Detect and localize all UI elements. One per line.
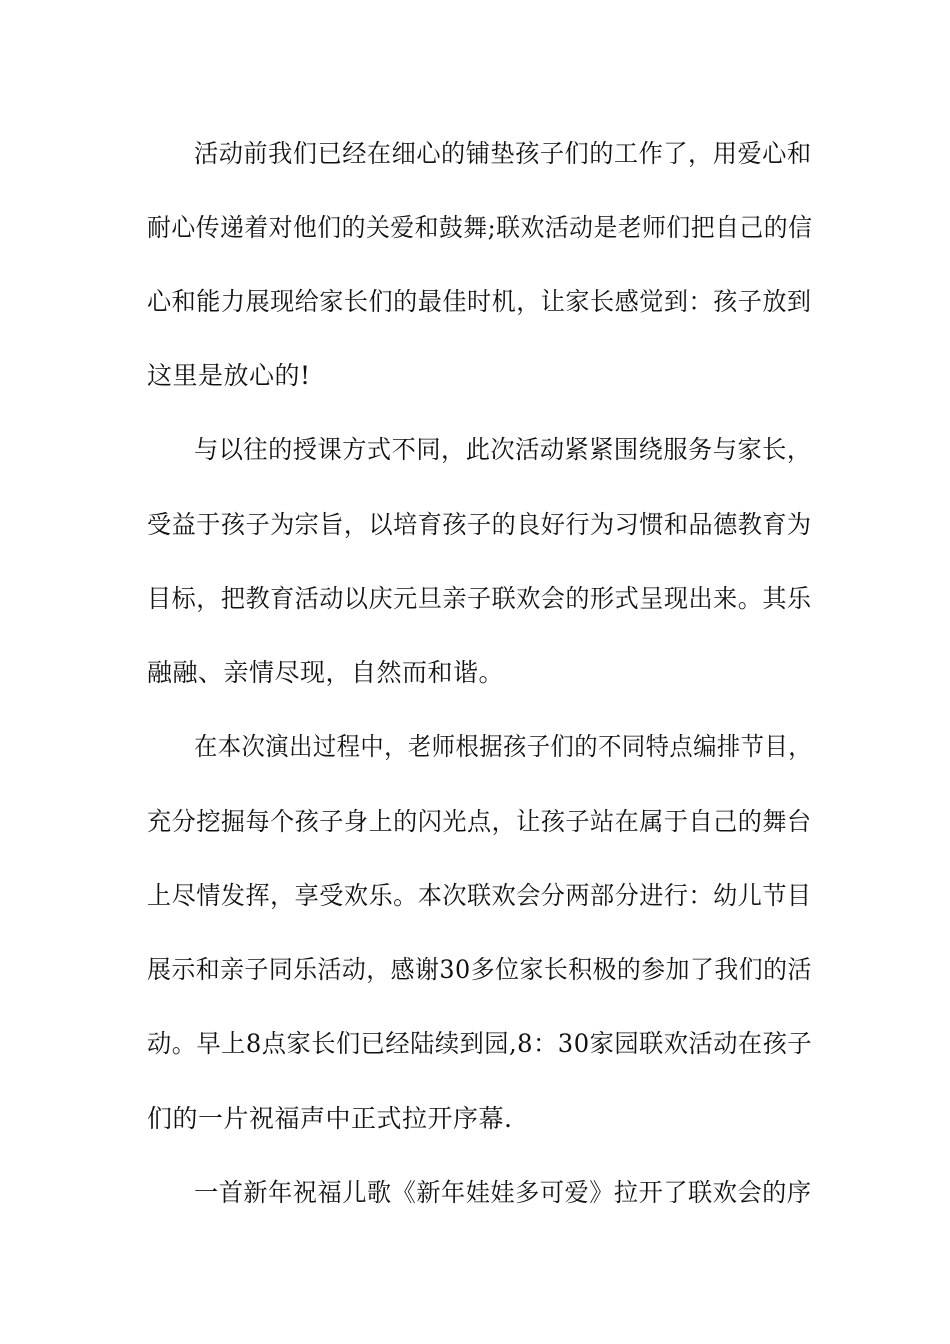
paragraph-3-line-1: 在本次演出过程中，老师根据孩子们的不同特点编排节目， [194,732,812,761]
paragraph-4-line-1: 一首新年祝福儿歌《新年娃娃多可爱》拉开了联欢会的序 [194,1178,812,1207]
paragraph-2-line-2: 受益于孩子为宗旨，以培育孩子的良好行为习惯和品德教育为 [147,510,812,539]
paragraph-2-line-1: 与以往的授课方式不同，此次活动紧紧围绕服务与家长， [194,435,812,464]
paragraph-1-line-3: 心和能力展现给家长们的最佳时机，让家长感觉到：孩子放到 [147,287,812,316]
paragraph-3-line-2: 充分挖掘每个孩子身上的闪光点，让孩子站在属于自己的舞台 [147,807,812,836]
paragraph-3-line-5: 动。早上8点家长们已经陆续到园,8：30家园联欢活动在孩子 [147,1029,813,1058]
paragraph-1-line-1: 活动前我们已经在细心的铺垫孩子们的工作了，用爱心和 [194,139,812,168]
paragraph-3-line-6: 们的一片祝福声中正式拉开序幕. [147,1104,513,1133]
paragraph-2-line-3: 目标，把教育活动以庆元旦亲子联欢会的形式呈现出来。其乐 [147,584,812,613]
paragraph-1-line-4: 这里是放心的! [147,361,311,390]
paragraph-2-line-4: 融融、亲情尽现，自然而和谐。 [147,658,505,687]
paragraph-3-line-4: 展示和亲子同乐活动，感谢30多位家长积极的参加了我们的活 [147,955,812,984]
paragraph-1-line-2: 耐心传递着对他们的关爱和鼓舞;联欢活动是老师们把自己的信 [147,213,813,242]
paragraph-3-line-3: 上尽情发挥，享受欢乐。本次联欢会分两部分进行：幼儿节目 [147,881,812,910]
